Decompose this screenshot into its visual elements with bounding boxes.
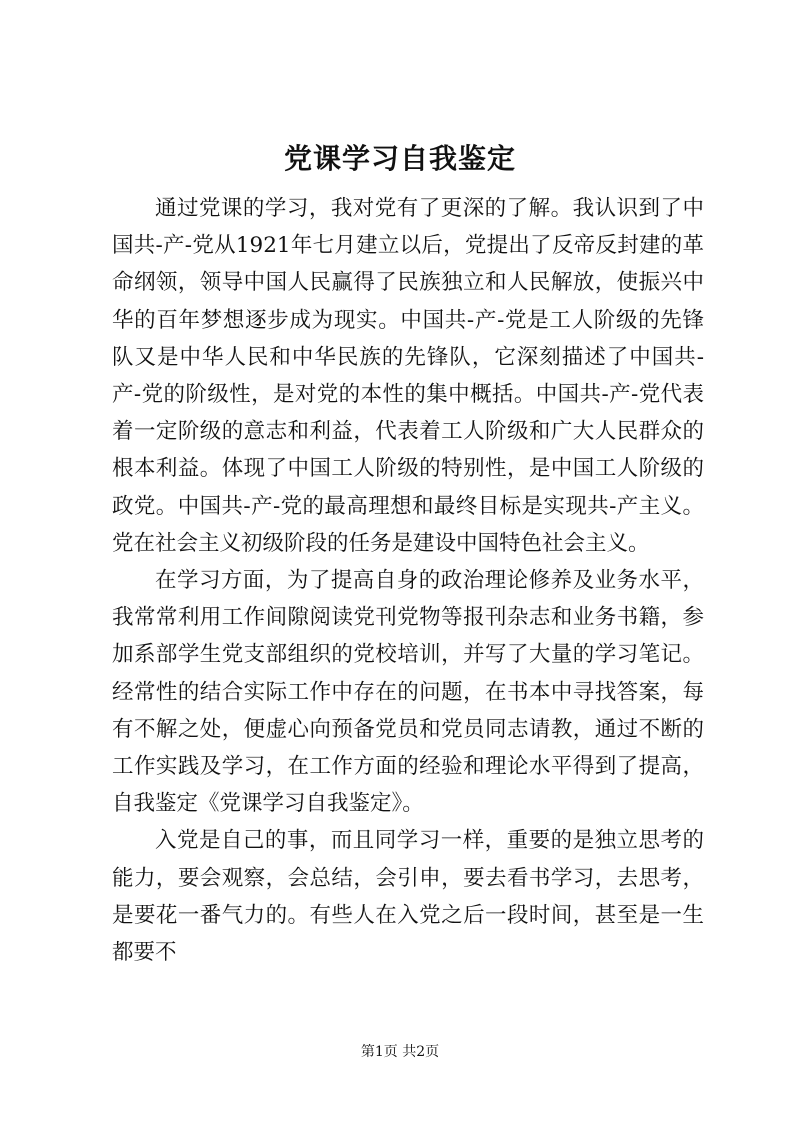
paragraph-3: 入党是自己的事，而且同学习一样，重要的是独立思考的能力，要会观察，会总结，会引申，要去看书学习，去思考，是要花一番气力的。有些人在入党之后一段时间，甚至是一生都要不 bbox=[112, 828, 704, 966]
paragraph-1: 通过党课的学习，我对党有了更深的了解。我认识到了中国共-产-党从1921年七月建立以后，党提出了反帝反封建的革命纲领，领导中国人民赢得了民族独立和人民解放，使振兴中华的百年梦想逐步成为现实。中国共-产-党是工人阶级的先锋队又是中华人民和中华民族的先锋队，它深刻描述了中国共-产-党的阶级性，是对党的本性的集中概括。中国共-产-党代表着一定阶级的意志和利益，代表着工人阶级和广大人民群众的根本利益。体现了中国工人阶级的特别性，是中国工人阶级的政党。中国共-产-党的最高理想和最终目标是实现共-产主义。党在社会主义初级阶段的任务是建设中国特色社会主义。 bbox=[112, 196, 704, 556]
document-body bbox=[112, 190, 704, 971]
page-number-footer: 第1页 共2页 bbox=[360, 1044, 440, 1060]
document-title: 党课学习自我鉴定 bbox=[283, 142, 516, 175]
paragraph-2: 在学习方面，为了提高自身的政治理论修养及业务水平，我常常利用工作间隙阅读党刊党物等报刊杂志和业务书籍，参加系部学生党支部组织的党校培训，并写了大量的学习笔记。经常性的结合实际工作中存在的问题，在书本中寻找答案，每有不解之处，便虚心向预备党员和党员同志请教，通过不断的工作实践及学习，在工作方面的经验和理论水平得到了提高，自我鉴定《党课学习自我鉴定》。 bbox=[112, 568, 704, 817]
